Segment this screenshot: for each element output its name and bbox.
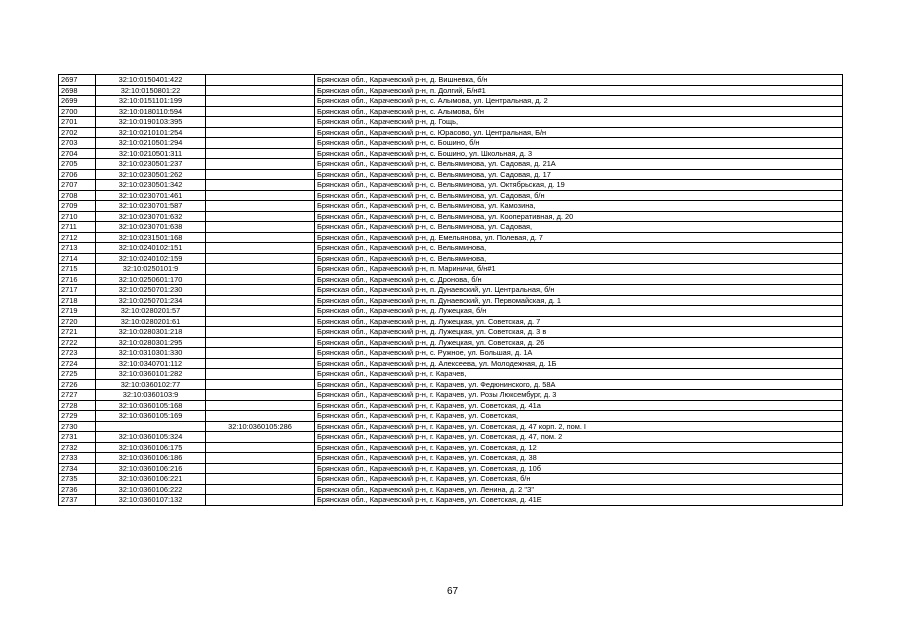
cadastral-number-alt-cell <box>206 232 315 243</box>
cadastral-number-alt-cell <box>206 211 315 222</box>
row-number-cell: 2699 <box>59 96 96 107</box>
row-number-cell: 2713 <box>59 243 96 254</box>
table-row <box>59 96 843 107</box>
table-row <box>59 180 843 191</box>
cadastral-number-cell: 32:10:0180110:594 <box>96 106 206 117</box>
cadastral-number-alt-cell <box>206 96 315 107</box>
cadastral-number-cell: 32:10:0360102:77 <box>96 379 206 390</box>
cadastral-number-alt-cell <box>206 201 315 212</box>
cadastral-number-cell: 32:10:0250601:170 <box>96 274 206 285</box>
table-row <box>59 421 843 432</box>
cadastral-number-alt-cell <box>206 327 315 338</box>
address-cell: Брянская обл., Карачевский р-н, г. Карачев, ул. Розы Люксембург, д. 3 <box>315 390 843 401</box>
table-row <box>59 442 843 453</box>
address-cell: Брянская обл., Карачевский р-н, с. Вельяминова, ул. Камозина, <box>315 201 843 212</box>
cadastral-number-alt-cell <box>206 316 315 327</box>
row-number-cell: 2716 <box>59 274 96 285</box>
row-number-cell: 2712 <box>59 232 96 243</box>
row-number-cell: 2717 <box>59 285 96 296</box>
table-row <box>59 85 843 96</box>
cadastral-number-alt-cell <box>206 474 315 485</box>
cadastral-number-alt-cell: 32:10:0360105:286 <box>206 421 315 432</box>
cadastral-number-cell: 32:10:0240102:151 <box>96 243 206 254</box>
row-number-cell: 2715 <box>59 264 96 275</box>
table-row <box>59 159 843 170</box>
address-cell: Брянская обл., Карачевский р-н, д. Лужецкая, б/н <box>315 306 843 317</box>
row-number-cell: 2734 <box>59 463 96 474</box>
cadastral-number-cell: 32:10:0280301:295 <box>96 337 206 348</box>
address-cell: Брянская обл., Карачевский р-н, г. Карачев, ул. Федюнинского, д. 58А <box>315 379 843 390</box>
row-number-cell: 2704 <box>59 148 96 159</box>
cadastral-number-cell: 32:10:0150801:22 <box>96 85 206 96</box>
row-number-cell: 2732 <box>59 442 96 453</box>
cadastral-number-cell: 32:10:0231501:168 <box>96 232 206 243</box>
cadastral-number-cell: 32:10:0360105:324 <box>96 432 206 443</box>
table-row <box>59 495 843 506</box>
cadastral-number-alt-cell <box>206 148 315 159</box>
cadastral-number-alt-cell <box>206 411 315 422</box>
table-row <box>59 264 843 275</box>
row-number-cell: 2731 <box>59 432 96 443</box>
cadastral-number-alt-cell <box>206 138 315 149</box>
row-number-cell: 2700 <box>59 106 96 117</box>
page-number: 67 <box>446 586 459 597</box>
row-number-cell: 2711 <box>59 222 96 233</box>
address-cell: Брянская обл., Карачевский р-н, д. Вишневка, б/н <box>315 75 843 86</box>
row-number-cell: 2706 <box>59 169 96 180</box>
table-row <box>59 285 843 296</box>
cadastral-number-cell: 32:10:0151101:199 <box>96 96 206 107</box>
cadastral-number-alt-cell <box>206 484 315 495</box>
table-row <box>59 358 843 369</box>
address-cell: Брянская обл., Карачевский р-н, п. Долгий, Б/н#1 <box>315 85 843 96</box>
cadastral-number-alt-cell <box>206 75 315 86</box>
row-number-cell: 2698 <box>59 85 96 96</box>
cadastral-number-cell: 32:10:0360105:168 <box>96 400 206 411</box>
table-row <box>59 169 843 180</box>
cadastral-number-alt-cell <box>206 222 315 233</box>
address-cell: Брянская обл., Карачевский р-н, п. Дунаевский, ул. Первомайская, д. 1 <box>315 295 843 306</box>
cadastral-number-cell: 32:10:0360106:222 <box>96 484 206 495</box>
cadastral-number-alt-cell <box>206 453 315 464</box>
row-number-cell: 2709 <box>59 201 96 212</box>
address-cell: Брянская обл., Карачевский р-н, г. Карачев, ул. Советская, д. 47, пом. 2 <box>315 432 843 443</box>
cadastral-number-alt-cell <box>206 85 315 96</box>
cadastral-number-alt-cell <box>206 442 315 453</box>
cadastral-number-cell: 32:10:0280301:218 <box>96 327 206 338</box>
table-row <box>59 411 843 422</box>
table-row <box>59 106 843 117</box>
cadastral-number-cell: 32:10:0230501:237 <box>96 159 206 170</box>
cadastral-number-cell: 32:10:0230501:342 <box>96 180 206 191</box>
cadastral-number-cell: 32:10:0360105:169 <box>96 411 206 422</box>
address-cell: Брянская обл., Карачевский р-н, д. Алексеева, ул. Молодежная, д. 1Б <box>315 358 843 369</box>
cadastral-number-cell: 32:10:0250101:9 <box>96 264 206 275</box>
table-row <box>59 232 843 243</box>
row-number-cell: 2729 <box>59 411 96 422</box>
row-number-cell: 2720 <box>59 316 96 327</box>
row-number-cell: 2735 <box>59 474 96 485</box>
address-cell: Брянская обл., Карачевский р-н, г. Карачев, ул. Советская, д. 41Е <box>315 495 843 506</box>
row-number-cell: 2733 <box>59 453 96 464</box>
cadastral-number-alt-cell <box>206 169 315 180</box>
cadastral-number-cell: 32:10:0210501:294 <box>96 138 206 149</box>
table-row <box>59 222 843 233</box>
cadastral-number-cell: 32:10:0280201:61 <box>96 316 206 327</box>
cadastral-number-cell: 32:10:0210101:254 <box>96 127 206 138</box>
cadastral-number-cell: 32:10:0360107:132 <box>96 495 206 506</box>
cadastral-number-alt-cell <box>206 379 315 390</box>
cadastral-number-alt-cell <box>206 306 315 317</box>
row-number-cell: 2708 <box>59 190 96 201</box>
cadastral-number-cell: 32:10:0240102:159 <box>96 253 206 264</box>
cadastral-number-alt-cell <box>206 400 315 411</box>
table-row <box>59 316 843 327</box>
cadastral-number-cell: 32:10:0150401:422 <box>96 75 206 86</box>
table-row <box>59 369 843 380</box>
row-number-cell: 2725 <box>59 369 96 380</box>
table-row <box>59 400 843 411</box>
address-cell: Брянская обл., Карачевский р-н, д. Лужецкая, ул. Советская, д. 3 в <box>315 327 843 338</box>
row-number-cell: 2710 <box>59 211 96 222</box>
cadastral-number-alt-cell <box>206 285 315 296</box>
table-row <box>59 211 843 222</box>
row-number-cell: 2703 <box>59 138 96 149</box>
address-cell: Брянская обл., Карачевский р-н, г. Карачев, ул. Советская, д. 38 <box>315 453 843 464</box>
address-cell: Брянская обл., Карачевский р-н, д. Лужецкая, ул. Советская, д. 26 <box>315 337 843 348</box>
table-row <box>59 327 843 338</box>
cadastral-number-cell: 32:10:0210501:311 <box>96 148 206 159</box>
row-number-cell: 2701 <box>59 117 96 128</box>
table-row <box>59 484 843 495</box>
address-cell: Брянская обл., Карачевский р-н, с. Вельяминова, ул. Садовая, <box>315 222 843 233</box>
address-cell: Брянская обл., Карачевский р-н, г. Карачев, ул. Советская, д. 47 корп. 2, пом. I <box>315 421 843 432</box>
table-row <box>59 463 843 474</box>
address-cell: Брянская обл., Карачевский р-н, с. Бошино, б/н <box>315 138 843 149</box>
address-cell: Брянская обл., Карачевский р-н, г. Карачев, ул. Советская, д. 10б <box>315 463 843 474</box>
table-row <box>59 348 843 359</box>
row-number-cell: 2730 <box>59 421 96 432</box>
cadastral-number-alt-cell <box>206 390 315 401</box>
table-row <box>59 138 843 149</box>
cadastral-number-cell: 32:10:0230701:587 <box>96 201 206 212</box>
table-row <box>59 190 843 201</box>
cadastral-number-alt-cell <box>206 243 315 254</box>
cadastral-number-cell: 32:10:0230501:262 <box>96 169 206 180</box>
row-number-cell: 2722 <box>59 337 96 348</box>
cadastral-number-cell: 32:10:0360101:282 <box>96 369 206 380</box>
table-row <box>59 453 843 464</box>
cadastral-number-alt-cell <box>206 180 315 191</box>
cadastral-number-cell: 32:10:0340701:112 <box>96 358 206 369</box>
address-cell: Брянская обл., Карачевский р-н, п. Дунаевский, ул. Центральная, б/н <box>315 285 843 296</box>
address-cell: Брянская обл., Карачевский р-н, с. Алымова, ул. Центральная, д. 2 <box>315 96 843 107</box>
row-number-cell: 2723 <box>59 348 96 359</box>
cadastral-number-cell: 32:10:0360106:221 <box>96 474 206 485</box>
row-number-cell: 2702 <box>59 127 96 138</box>
cadastral-number-cell: 32:10:0310301:330 <box>96 348 206 359</box>
cadastral-number-alt-cell <box>206 127 315 138</box>
address-cell: Брянская обл., Карачевский р-н, г. Карачев, ул. Советская, д. 12 <box>315 442 843 453</box>
cadastral-number-alt-cell <box>206 369 315 380</box>
table-row <box>59 474 843 485</box>
cadastral-number-alt-cell <box>206 253 315 264</box>
table-row <box>59 337 843 348</box>
cadastral-number-cell: 32:10:0230701:461 <box>96 190 206 201</box>
table-row <box>59 432 843 443</box>
row-number-cell: 2724 <box>59 358 96 369</box>
address-cell: Брянская обл., Карачевский р-н, с. Вельяминова, <box>315 243 843 254</box>
address-cell: Брянская обл., Карачевский р-н, г. Карачев, <box>315 369 843 380</box>
cadastral-number-alt-cell <box>206 358 315 369</box>
address-cell: Брянская обл., Карачевский р-н, с. Вельяминова, ул. Кооперативная, д. 20 <box>315 211 843 222</box>
address-cell: Брянская обл., Карачевский р-н, п. Мариничи, б/н#1 <box>315 264 843 275</box>
row-number-cell: 2726 <box>59 379 96 390</box>
table-row <box>59 201 843 212</box>
row-number-cell: 2721 <box>59 327 96 338</box>
cadastral-number-alt-cell <box>206 295 315 306</box>
table-row <box>59 390 843 401</box>
cadastral-number-alt-cell <box>206 159 315 170</box>
cadastral-number-cell: 32:10:0280201:57 <box>96 306 206 317</box>
address-cell: Брянская обл., Карачевский р-н, с. Ружное, ул. Большая, д. 1А <box>315 348 843 359</box>
registry-table-body <box>59 75 843 506</box>
row-number-cell: 2718 <box>59 295 96 306</box>
cadastral-number-cell <box>96 421 206 432</box>
table-row <box>59 253 843 264</box>
row-number-cell: 2719 <box>59 306 96 317</box>
address-cell: Брянская обл., Карачевский р-н, д. Лужецкая, ул. Советская, д. 7 <box>315 316 843 327</box>
cadastral-number-cell: 32:10:0360106:216 <box>96 463 206 474</box>
address-cell: Брянская обл., Карачевский р-н, г. Карачев, ул. Ленина, д. 2 "З" <box>315 484 843 495</box>
cadastral-number-alt-cell <box>206 117 315 128</box>
table-row <box>59 295 843 306</box>
table-row <box>59 75 843 86</box>
cadastral-number-alt-cell <box>206 190 315 201</box>
cadastral-number-alt-cell <box>206 106 315 117</box>
property-registry-table <box>58 74 843 506</box>
cadastral-number-cell: 32:10:0230701:632 <box>96 211 206 222</box>
address-cell: Брянская обл., Карачевский р-н, д. Гощь, <box>315 117 843 128</box>
table-row <box>59 379 843 390</box>
table-row <box>59 127 843 138</box>
cadastral-number-cell: 32:10:0360103:9 <box>96 390 206 401</box>
row-number-cell: 2727 <box>59 390 96 401</box>
address-cell: Брянская обл., Карачевский р-н, с. Юрасово, ул. Центральная, Б/н <box>315 127 843 138</box>
row-number-cell: 2728 <box>59 400 96 411</box>
cadastral-number-alt-cell <box>206 348 315 359</box>
cadastral-number-cell: 32:10:0190103:395 <box>96 117 206 128</box>
row-number-cell: 2714 <box>59 253 96 264</box>
table-row <box>59 148 843 159</box>
cadastral-number-cell: 32:10:0230701:638 <box>96 222 206 233</box>
cadastral-number-alt-cell <box>206 495 315 506</box>
address-cell: Брянская обл., Карачевский р-н, с. Вельяминова, ул. Садовая, б/н <box>315 190 843 201</box>
table-row <box>59 274 843 285</box>
address-cell: Брянская обл., Карачевский р-н, с. Дронова, б/н <box>315 274 843 285</box>
address-cell: Брянская обл., Карачевский р-н, с. Вельяминова, ул. Садовая, д. 21А <box>315 159 843 170</box>
cadastral-number-cell: 32:10:0360106:186 <box>96 453 206 464</box>
address-cell: Брянская обл., Карачевский р-н, с. Алымова, б/н <box>315 106 843 117</box>
address-cell: Брянская обл., Карачевский р-н, г. Карачев, ул. Советская, б/н <box>315 474 843 485</box>
cadastral-number-alt-cell <box>206 463 315 474</box>
cadastral-number-cell: 32:10:0250701:234 <box>96 295 206 306</box>
address-cell: Брянская обл., Карачевский р-н, с. Вельяминова, ул. Октябрьская, д. 19 <box>315 180 843 191</box>
cadastral-number-cell: 32:10:0360106:175 <box>96 442 206 453</box>
address-cell: Брянская обл., Карачевский р-н, с. Вельяминова, ул. Садовая, д. 17 <box>315 169 843 180</box>
cadastral-number-alt-cell <box>206 274 315 285</box>
address-cell: Брянская обл., Карачевский р-н, г. Карачев, ул. Советская, <box>315 411 843 422</box>
cadastral-number-alt-cell <box>206 337 315 348</box>
row-number-cell: 2737 <box>59 495 96 506</box>
address-cell: Брянская обл., Карачевский р-н, г. Карачев, ул. Советская, д. 41а <box>315 400 843 411</box>
address-cell: Брянская обл., Карачевский р-н, с. Бошино, ул. Школьная, д. 3 <box>315 148 843 159</box>
cadastral-number-cell: 32:10:0250701:230 <box>96 285 206 296</box>
table-row <box>59 243 843 254</box>
cadastral-number-alt-cell <box>206 264 315 275</box>
row-number-cell: 2697 <box>59 75 96 86</box>
row-number-cell: 2736 <box>59 484 96 495</box>
row-number-cell: 2705 <box>59 159 96 170</box>
address-cell: Брянская обл., Карачевский р-н, д. Емельянова, ул. Полевая, д. 7 <box>315 232 843 243</box>
table-row <box>59 306 843 317</box>
table-row <box>59 117 843 128</box>
address-cell: Брянская обл., Карачевский р-н, с. Вельяминова, <box>315 253 843 264</box>
cadastral-number-alt-cell <box>206 432 315 443</box>
row-number-cell: 2707 <box>59 180 96 191</box>
